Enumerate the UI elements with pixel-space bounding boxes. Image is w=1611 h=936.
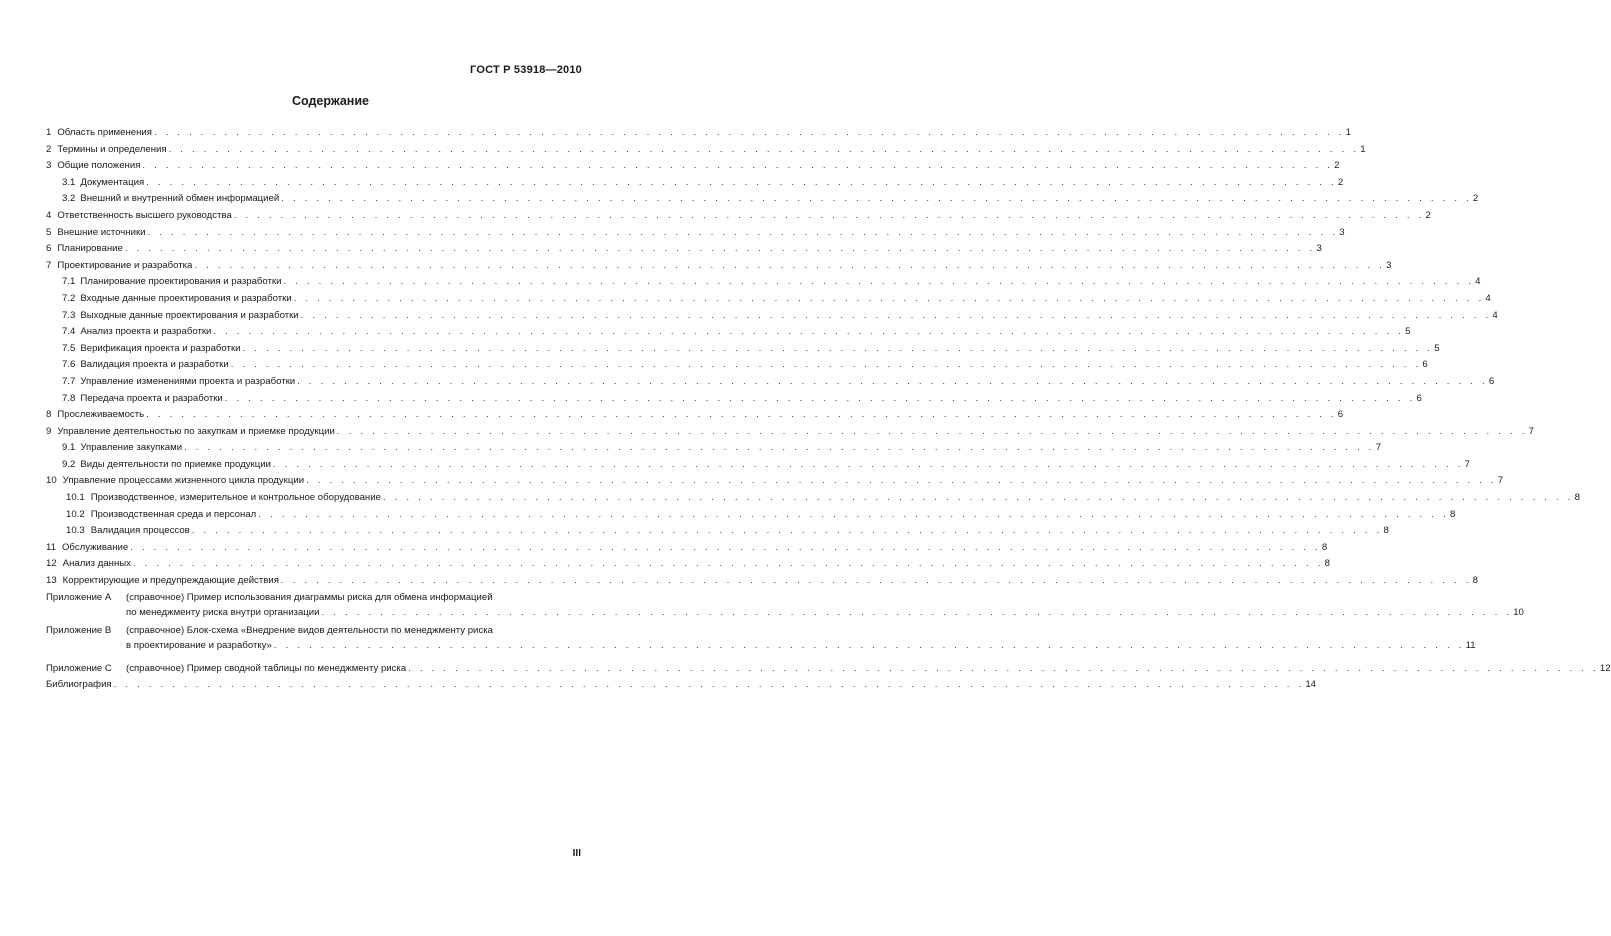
toc-entry-page: 8 [1574, 492, 1580, 504]
toc-entry-label: Внешние источники [57, 226, 146, 238]
appendix-name: Приложение В [46, 624, 112, 636]
toc-entry-label: Общие положения [57, 160, 141, 172]
toc-entry-label: Анализ проекта и разработки [80, 326, 212, 338]
toc-entry-number: 9.2 [62, 458, 76, 470]
toc-entry-number: 10.3 [66, 525, 85, 537]
toc-entry-number: 8 [46, 409, 52, 421]
toc-entry[interactable] [46, 258, 1392, 275]
leader-dots [146, 175, 1337, 192]
toc-entry[interactable] [46, 274, 1481, 291]
leader-dots [231, 357, 1422, 374]
appendix-title-line: (справочное) Пример сводной таблицы по менеджменту риска [126, 662, 407, 674]
toc-entry-page: 2 [1472, 193, 1479, 205]
appendix-title-line: по менеджменту риска внутри организации [126, 606, 320, 618]
table-of-contents [46, 125, 1611, 694]
toc-entry-page: 8 [1449, 508, 1456, 520]
toc-entry-number: 7.8 [62, 392, 76, 404]
toc-entry-page: 4 [1475, 276, 1481, 288]
toc-entry[interactable] [46, 341, 1440, 358]
toc-entry[interactable] [46, 225, 1345, 242]
toc-entry-page: 7 [1497, 475, 1504, 487]
toc-entry-number: 7.1 [62, 276, 76, 288]
toc-entry[interactable] [46, 324, 1411, 341]
toc-entry-page: 2 [1425, 209, 1431, 221]
standard-number: ГОСТ Р 53918—2010 [470, 64, 582, 76]
toc-entry[interactable] [46, 357, 1428, 374]
leader-dots [301, 308, 1492, 325]
toc-entry-label: Обслуживание [61, 541, 129, 553]
toc-entry-number: 3.2 [62, 193, 76, 205]
toc-entry[interactable] [46, 407, 1344, 424]
toc-entry-number: 7 [46, 259, 52, 271]
leader-dots [322, 606, 1513, 620]
leader-dots [306, 473, 1497, 490]
toc-entry-label: Библиография [46, 679, 112, 691]
toc-entry-bibliography[interactable] [46, 677, 1316, 694]
toc-entry-page: 4 [1492, 309, 1498, 321]
toc-entry-number: 3 [46, 160, 52, 172]
appendix-title-line: (справочное) Блок-схема «Внедрение видов деятельности по менеджменту риска [126, 624, 493, 636]
toc-entry-label: Управление закупками [80, 442, 183, 454]
toc-entry-page: 8 [1383, 525, 1389, 537]
toc-entry-number: 5 [46, 226, 52, 238]
leader-dots [281, 191, 1472, 208]
toc-entry[interactable] [46, 291, 1491, 308]
leader-dots [125, 241, 1316, 258]
toc-entry-number: 6 [46, 243, 52, 255]
leader-dots [133, 556, 1324, 573]
toc-entry[interactable] [46, 473, 1504, 490]
toc-entry-label: Производственная среда и персонал [90, 508, 257, 520]
toc-entry-label: Выходные данные проектирования и разработки [80, 309, 299, 321]
toc-entry[interactable] [46, 523, 1389, 540]
toc-entry[interactable] [46, 175, 1344, 192]
toc-entry-page: 2 [1334, 160, 1340, 172]
toc-entry-page: 11 [1465, 639, 1476, 651]
leader-dots [225, 391, 1416, 408]
toc-entry-page: 3 [1386, 259, 1392, 271]
leader-dots [408, 661, 1599, 677]
toc-entry[interactable] [46, 440, 1382, 457]
toc-entry[interactable] [46, 540, 1328, 557]
toc-entry[interactable] [46, 158, 1340, 175]
toc-entry-page: 14 [1305, 679, 1316, 691]
leader-dots [194, 258, 1385, 275]
toc-entry-label: Валидация проекта и разработки [80, 359, 229, 371]
toc-entry-number: 7.5 [62, 342, 76, 354]
leader-dots [169, 142, 1360, 159]
toc-entry-number: 7.7 [62, 375, 76, 387]
toc-entry-label: Виды деятельности по приемке продукции [80, 458, 271, 470]
toc-entry-page: 2 [1337, 176, 1344, 188]
toc-entry-page: 8 [1321, 541, 1328, 553]
toc-entry-label: Прослеживаемость [57, 409, 145, 421]
leader-dots [283, 274, 1474, 291]
toc-entry-appendix[interactable] [46, 661, 1611, 678]
toc-entry[interactable] [46, 241, 1322, 258]
toc-entry[interactable] [46, 507, 1456, 524]
toc-entry-label: Передача проекта и разработки [80, 392, 223, 404]
leader-dots [184, 440, 1375, 457]
toc-entry-page: 5 [1405, 326, 1411, 338]
toc-entry[interactable] [46, 191, 1479, 208]
leader-dots [146, 407, 1337, 424]
toc-entry-page: 3 [1316, 243, 1322, 255]
toc-entry-label: Входные данные проектирования и разработки [80, 292, 292, 304]
toc-entry[interactable] [46, 573, 1478, 590]
toc-entry-page: 8 [1472, 575, 1478, 587]
toc-entry[interactable] [46, 374, 1495, 391]
toc-entry-label: Анализ данных [62, 558, 131, 570]
toc-entry-number: 1 [46, 127, 52, 138]
toc-entry-label: Управление изменениями проекта и разработки [80, 375, 296, 387]
appendix-body [126, 590, 1524, 620]
leader-dots [130, 540, 1321, 557]
toc-entry-label: Корректирующие и предупреждающие действия [62, 575, 279, 587]
leader-dots [243, 341, 1434, 358]
appendix-title-line: (справочное) Пример использования диаграммы риска для обмена информацией [126, 591, 493, 603]
toc-entry[interactable] [46, 208, 1431, 225]
leader-dots [192, 523, 1383, 540]
page-number: III [572, 848, 581, 859]
toc-entry-page: 10 [1513, 606, 1524, 618]
toc-entry-page: 4 [1485, 292, 1491, 304]
appendix-name: Приложение А [46, 591, 112, 603]
appendix-body [126, 661, 1611, 677]
toc-entry-label: Ответственность высшего руководства [57, 209, 232, 221]
toc-entry[interactable] [46, 556, 1330, 573]
leader-dots [148, 225, 1339, 242]
toc-entry[interactable] [46, 142, 1366, 159]
toc-entry-label: Производственное, измерительное и контрольное оборудование [90, 492, 381, 504]
leader-dots [234, 208, 1425, 225]
toc-entry-number: 7.2 [62, 292, 76, 304]
toc-entry-label: Валидация процессов [90, 525, 190, 537]
leader-dots [154, 125, 1345, 142]
toc-entry[interactable] [46, 490, 1580, 507]
toc-entry-number: 7.6 [62, 359, 76, 371]
toc-entry-number: 3.1 [62, 176, 76, 188]
toc-entry-page: 6 [1422, 359, 1428, 371]
toc-entry-page: 7 [1528, 425, 1534, 437]
toc-entry-label: Проектирование и разработка [57, 259, 193, 271]
toc-entry-appendix[interactable] [46, 590, 1524, 620]
toc-entry-label: Управление процессами жизненного цикла продукции [62, 475, 305, 487]
toc-entry-label: Область применения [57, 127, 152, 138]
leader-dots [281, 573, 1472, 590]
toc-entry-number: 10.2 [66, 508, 85, 520]
leader-dots [273, 457, 1464, 474]
toc-entry-label: Управление деятельностью по закупкам и приемке продукции [57, 425, 335, 437]
toc-entry-page: 12 [1599, 662, 1611, 674]
appendix-name: Приложение С [46, 662, 112, 674]
leader-dots [383, 490, 1574, 507]
toc-entry-number: 10.1 [66, 492, 85, 504]
toc-entry-label: Планирование [57, 243, 123, 255]
toc-entry[interactable] [46, 125, 1351, 142]
toc-entry-label: Верификация проекта и разработки [80, 342, 241, 354]
appendix-title-line: в проектирование и разработку» [126, 639, 272, 651]
toc-entry-page: 6 [1337, 409, 1344, 421]
toc-entry-page: 7 [1375, 442, 1382, 454]
toc-entry-page: 6 [1416, 392, 1422, 404]
toc-entry-label: Документация [80, 176, 145, 188]
toc-entry-page: 7 [1464, 458, 1470, 470]
toc-entry-page: 1 [1345, 127, 1351, 138]
toc-entry-number: 4 [46, 209, 52, 221]
toc-entry[interactable] [46, 391, 1422, 408]
page-title: Содержание [291, 94, 369, 108]
toc-entry[interactable] [46, 457, 1470, 474]
toc-entry-label: Планирование проектирования и разработки [80, 276, 282, 288]
toc-entry-number: 7.3 [62, 309, 76, 321]
appendix-title-continuation [126, 639, 1476, 653]
toc-entry-page: 8 [1324, 558, 1330, 570]
leader-dots [114, 677, 1305, 694]
leader-dots [142, 158, 1333, 175]
toc-entry-number: 7.4 [62, 326, 76, 338]
toc-entry-number: 9.1 [62, 442, 76, 454]
leader-dots [294, 291, 1485, 308]
toc-entry-page: 5 [1434, 342, 1440, 354]
appendix-body [126, 623, 1476, 653]
toc-entry-number: 2 [46, 143, 52, 155]
toc-entry-number: 11 [46, 541, 56, 553]
toc-entry-label: Внешний и внутренний обмен информацией [80, 193, 280, 205]
toc-entry-number: 10 [46, 475, 57, 487]
leader-dots [274, 639, 1465, 653]
appendix-title-continuation [126, 606, 1524, 620]
toc-entry[interactable] [46, 424, 1534, 441]
toc-entry-number: 13 [46, 575, 57, 587]
toc-entry[interactable] [46, 308, 1498, 325]
leader-dots [297, 374, 1488, 391]
leader-dots [337, 424, 1528, 441]
leader-dots [213, 324, 1404, 341]
toc-entry-label: Термины и определения [57, 143, 167, 155]
appendix-title-continuation [126, 661, 1611, 677]
toc-entry-page: 1 [1360, 143, 1366, 155]
toc-entry-appendix[interactable] [46, 623, 1476, 653]
toc-entry-number: 12 [46, 558, 57, 570]
toc-entry-page: 3 [1339, 226, 1345, 238]
toc-entry-number: 9 [46, 425, 52, 437]
toc-entry-page: 6 [1488, 375, 1495, 387]
leader-dots [258, 507, 1449, 524]
